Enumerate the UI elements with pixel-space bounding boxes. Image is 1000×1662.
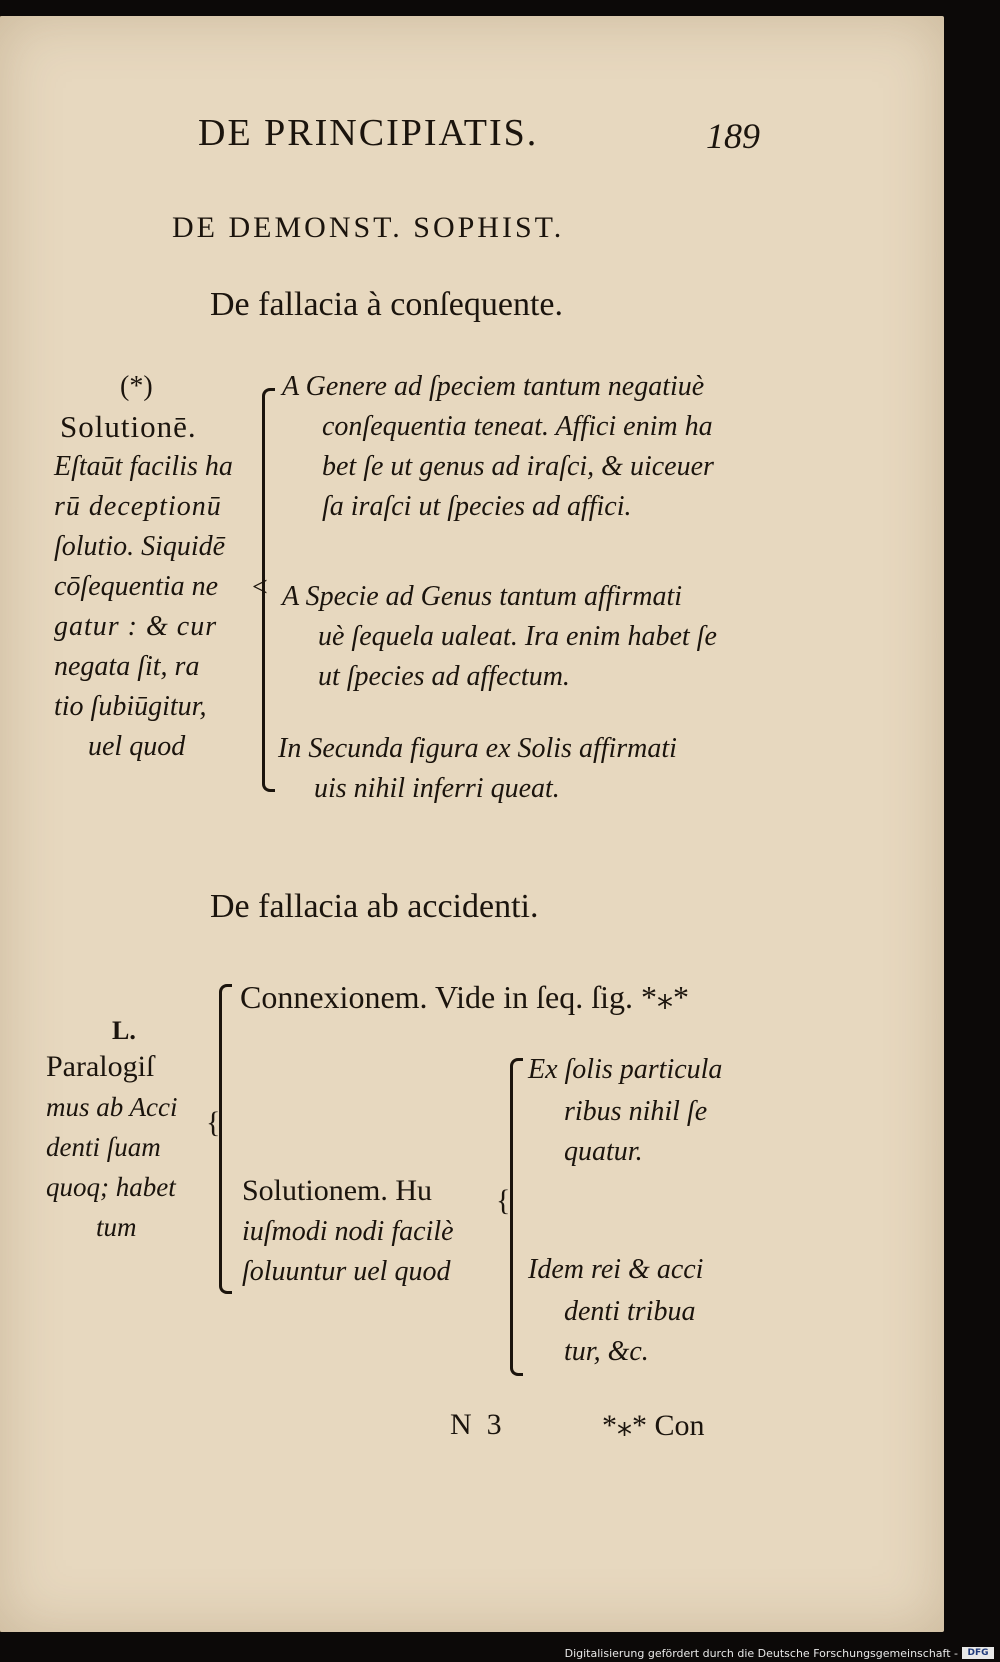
margin-note-line: quoq; habet <box>46 1172 176 1202</box>
margin-note-marker: L. <box>112 1016 136 1045</box>
margin-note-line: Eſtaūt facilis ha <box>54 451 233 482</box>
solutio-line: ſoluuntur uel quod <box>242 1256 451 1287</box>
running-title: DE PRINCIPIATIS. <box>198 112 539 154</box>
digitization-credit-bar <box>0 1645 1000 1662</box>
item-line: uè ſequela ualeat. Ira enim habet ſe <box>318 621 717 652</box>
item-line: ſa iraſci ut ſpecies ad affici. <box>322 491 632 522</box>
page-number: 189 <box>706 116 760 156</box>
connexio-line: Connexionem. Vide in ſeq. ſig. *⁎* <box>240 979 689 1015</box>
section1-heading: De fallacia à conſequente. <box>210 286 564 323</box>
margin-note-line: mus ab Acci <box>46 1092 178 1122</box>
item-line: ut ſpecies ad affectum. <box>318 661 570 692</box>
margin-note-line: Paralogiſ <box>46 1050 155 1083</box>
margin-note-line: denti ſuam <box>46 1132 161 1162</box>
sub-item-line: denti tribua <box>564 1296 696 1327</box>
margin-note-line: tio ſubiūgitur, <box>54 691 207 722</box>
margin-note-line: gatur : & cur <box>54 611 218 642</box>
credit-text: Digitalisierung gefördert durch die Deutsche Forschungsgemeinschaft - <box>564 1647 958 1660</box>
margin-note-marker: (*) <box>120 371 153 402</box>
margin-note-line: negata ſit, ra <box>54 651 200 682</box>
solutio-line: Solutionem. Hu <box>242 1174 433 1207</box>
margin-note-line: Solutionē. <box>60 409 197 444</box>
section2-brace <box>219 984 232 1294</box>
catchword: *⁎* Con <box>602 1409 705 1442</box>
item-line: bet ſe ut genus ad iraſci, & uiceuer <box>322 451 714 482</box>
margin-note-line: cōſequentia ne <box>54 571 219 602</box>
sub-item-line: ribus nihil ſe <box>564 1096 708 1127</box>
solutio-line: iuſmodi nodi facilè <box>242 1216 454 1247</box>
sub-item-line: Idem rei & acci <box>528 1254 704 1285</box>
item-line: A Genere ad ſpeciem tantum negatiuè <box>282 371 705 402</box>
section-title: DE DEMONST. SOPHIST. <box>172 211 565 244</box>
section2-inner-brace <box>510 1058 523 1376</box>
sub-item-line: Ex ſolis particula <box>528 1054 723 1085</box>
margin-note-line: uel quod <box>88 731 186 762</box>
item-line: conſequentia teneat. Affici enim ha <box>322 411 713 442</box>
section2-heading: De fallacia ab accidenti. <box>210 888 539 925</box>
item-line: In Secunda figura ex Solis affirmati <box>278 733 677 764</box>
margin-note-line: ſolutio. Siquidē <box>54 531 226 562</box>
sub-item-line: quatur. <box>564 1136 643 1167</box>
margin-note-line: rū deceptionū <box>54 491 222 522</box>
dfg-logo: DFG <box>962 1647 994 1659</box>
book-page <box>0 16 944 1632</box>
margin-note-line: tum <box>96 1212 137 1242</box>
section2-brace-point: { <box>206 1106 221 1139</box>
section1-brace-point: < <box>252 572 268 603</box>
signature-mark: N 3 <box>450 1408 502 1441</box>
section2-inner-brace-point: { <box>496 1184 511 1217</box>
item-line: A Specie ad Genus tantum affirmati <box>282 581 682 612</box>
item-line: uis nihil inferri queat. <box>314 773 560 804</box>
sub-item-line: tur, &c. <box>564 1336 649 1367</box>
